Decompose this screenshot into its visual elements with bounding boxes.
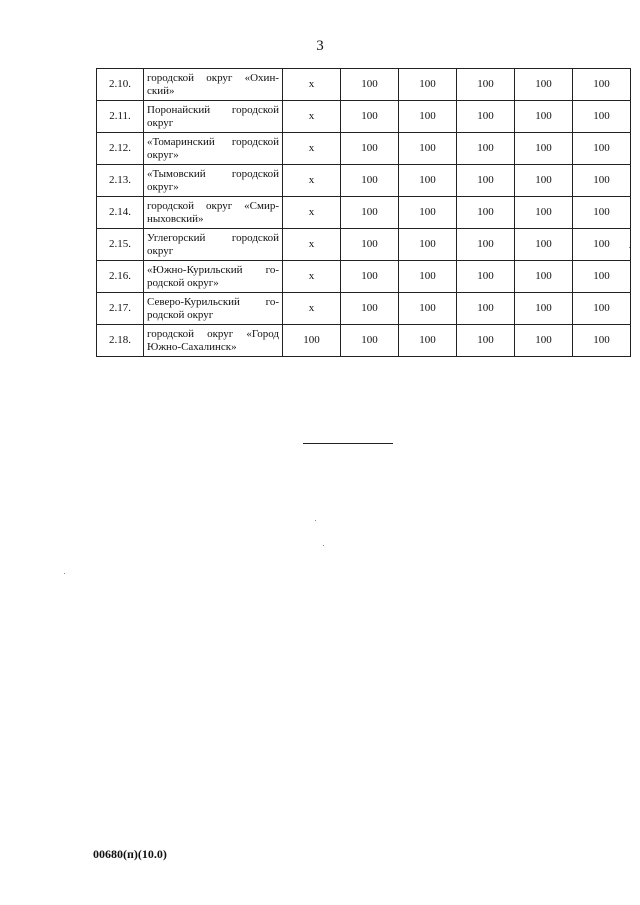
district-name: «Тымовский городской округ» [144,165,283,197]
value-cell: 100 [515,69,573,101]
value-cell: x [283,197,341,229]
value-cell: 100 [341,293,399,325]
value-cell: 100 [341,165,399,197]
value-cell: 100 [573,197,631,229]
value-cell: 100 [341,325,399,357]
table-row [97,229,631,261]
page-number: 3 [316,38,324,54]
value-cell: 100 [515,165,573,197]
value-cell: x [283,101,341,133]
value-cell: 100 [515,229,573,261]
value-cell: 100 [399,325,457,357]
data-table [96,68,631,357]
table-row [97,325,631,357]
value-cell: x [283,69,341,101]
district-name: городской округ «Охин-ский» [144,69,283,101]
district-name: «Томаринский городской округ» [144,133,283,165]
value-cell: 100 [573,69,631,101]
value-cell: 100 [457,69,515,101]
district-name: «Южно-Курильский го-родской округ» [144,261,283,293]
value-cell: 100 [573,133,631,165]
value-cell: 100 [515,293,573,325]
table-row [97,293,631,325]
closing-rule [303,443,393,444]
value-cell: 100 [457,165,515,197]
value-cell: 100 [573,293,631,325]
table-row [97,197,631,229]
table-row [97,165,631,197]
row-number: 2.10. [97,69,144,101]
value-cell: x [283,261,341,293]
value-cell: 100 [515,133,573,165]
district-name: Углегорский городской округ [144,229,283,261]
value-cell: 100 [341,197,399,229]
value-cell: 100 [399,261,457,293]
value-cell: 100 [399,165,457,197]
value-cell: x [283,293,341,325]
value-cell: 100 [515,101,573,133]
district-name: городской округ «Город Южно-Сахалинск» [144,325,283,357]
district-name: Поронайский городской округ [144,101,283,133]
value-cell: 100 [515,261,573,293]
district-name: городской округ «Смир-ныховский» [144,197,283,229]
district-name: Северо-Курильский го-родской округ [144,293,283,325]
value-cell: 100 [573,101,631,133]
value-cell: 100 [457,133,515,165]
value-cell: 100 [341,101,399,133]
value-cell: 100 [341,261,399,293]
value-cell: 100 [515,325,573,357]
row-number: 2.17. [97,293,144,325]
value-cell: 100 [399,69,457,101]
value-cell: 100 [399,293,457,325]
value-cell: 100 [457,293,515,325]
value-cell: x [283,133,341,165]
value-cell: 100 [515,197,573,229]
document-code: 00680(п)(10.0) [93,847,167,861]
value-cell: 100 [341,229,399,261]
scan-speck [323,545,324,546]
row-number: 2.18. [97,325,144,357]
table-row [97,69,631,101]
value-cell: 100 [457,325,515,357]
value-cell: 100 [283,325,341,357]
value-cell: 100 [341,69,399,101]
row-number: 2.12. [97,133,144,165]
value-cell: 100 [399,101,457,133]
table-row [97,101,631,133]
value-cell: 100 [573,261,631,293]
value-cell: 100 [457,229,515,261]
row-number: 2.11. [97,101,144,133]
value-cell: 100 [457,197,515,229]
value-cell: x [283,229,341,261]
table-row [97,133,631,165]
value-cell: x [283,165,341,197]
value-cell: 100 [573,325,631,357]
value-cell: 100 [399,133,457,165]
row-number: 2.14. [97,197,144,229]
scan-speck [315,520,316,521]
value-cell: 100 [573,165,631,197]
value-cell: 100 [457,101,515,133]
value-cell: 100 [457,261,515,293]
scan-speck [64,573,65,574]
value-cell: 100 [341,133,399,165]
value-cell: 100 [399,229,457,261]
scan-speck [629,247,630,248]
value-cell: 100 [573,229,631,261]
row-number: 2.15. [97,229,144,261]
table-row [97,261,631,293]
row-number: 2.16. [97,261,144,293]
value-cell: 100 [399,197,457,229]
row-number: 2.13. [97,165,144,197]
